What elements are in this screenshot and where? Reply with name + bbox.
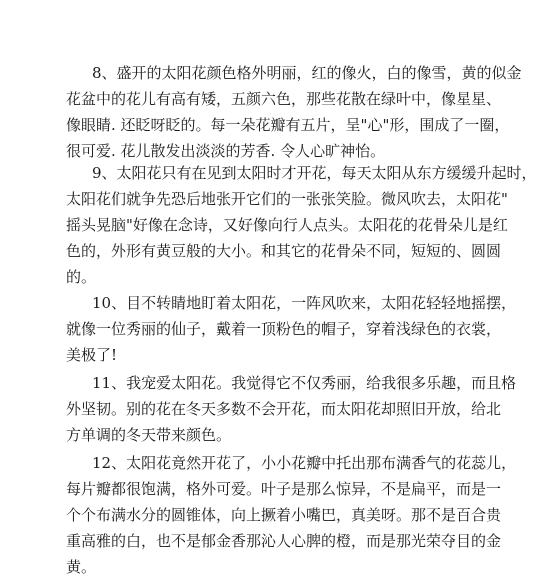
text-line: 太阳花们就争先恐后地张开它们的一张张笑脸。微风吹去，太阳花" <box>66 190 508 208</box>
paragraph-10 <box>66 290 517 368</box>
text-line: 花盆中的花儿有高有矮，五颜六色，那些花散在绿叶中，像星星、 <box>66 90 502 108</box>
paragraph-12 <box>66 450 517 580</box>
paragraph-8 <box>66 60 522 164</box>
text-line: 个个布满水分的圆锥体，向上撅着小嘴巴，真美呀。那不是百合贵 <box>66 506 502 524</box>
text-line: 12、太阳花竟然开花了，小小花瓣中托出那布满香气的花蕊儿， <box>92 454 517 472</box>
text-line: 摇头晃脑"好像在念诗，又好像向行人点头。太阳花的花骨朵儿是红 <box>66 216 508 234</box>
text-line: 重高雅的白，也不是郁金香那沁人心脾的橙，而是那光荣夺目的金 <box>66 532 502 550</box>
text-line: 色的，外形有黄豆般的大小。和其它的花骨朵不同，短短的、圆圆 <box>66 242 502 260</box>
text-line: 黄。 <box>66 558 97 576</box>
text-line: 11、我宠爱太阳花。我觉得它不仅秀丽，给我很多乐趣，而且格 <box>92 374 517 392</box>
text-line: 就像一位秀丽的仙子，戴着一顶粉色的帽子，穿着浅绿色的衣裳， <box>66 320 502 338</box>
text-line: 方单调的冬天带来颜色。 <box>66 426 232 444</box>
text-line: 的。 <box>66 268 97 286</box>
text-line: 9、太阳花只有在见到太阳时才开花，每天太阳从东方缓缓升起时， <box>92 164 537 182</box>
text-line: 10、目不转睛地盯着太阳花，一阵风吹来，太阳花轻轻地摇摆， <box>92 294 517 312</box>
paragraph-9 <box>66 160 537 290</box>
text-line: 外坚韧。别的花在冬天多数不会开花，而太阳花却照旧开放，给北 <box>66 400 502 418</box>
text-line: 美极了! <box>66 346 118 364</box>
text-line: 每片瓣都很饱满，格外可爱。叶子是那么惊异，不是扁平，而是一 <box>66 480 502 498</box>
text-line: 像眼睛. 还眨呀眨的。每一朵花瓣有五片，呈"心"形，围成了一圈， <box>66 116 510 134</box>
text-line: 8、盛开的太阳花颜色格外明丽，红的像火，白的像雪，黄的似金 <box>92 64 522 82</box>
paragraph-11 <box>66 370 517 448</box>
text-line: 很可爱. 花儿散发出淡淡的芳香. 令人心旷神怡。 <box>66 142 386 160</box>
